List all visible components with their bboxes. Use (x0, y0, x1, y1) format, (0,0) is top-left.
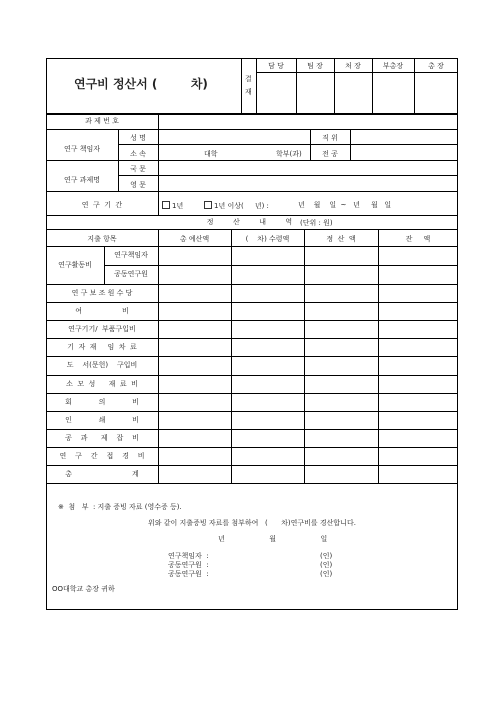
recipient: OO대학교 총장 귀하 (52, 585, 115, 593)
row-divider (46, 356, 458, 357)
row-divider (46, 338, 458, 339)
row-divider (46, 411, 458, 412)
unit-note: (단위 : 원) (300, 219, 333, 227)
period-option-1yr-label: 1년 (172, 202, 184, 210)
approval-role-president: 총 장 (428, 62, 444, 70)
checkbox-1yr[interactable] (162, 201, 170, 209)
approval-label-top: 결 (245, 75, 252, 83)
row-divider (46, 393, 458, 394)
pi-name-label: 성 명 (130, 134, 146, 142)
page-title: 연구비 정산서 ( 차) (74, 77, 208, 91)
activity-cost-label: 연구활동비 (58, 261, 92, 269)
col-header-balance: 잔 액 (405, 235, 431, 243)
project-title-label: 연구 과제명 (63, 176, 101, 184)
expense-item-label: 기 자 재 임 차 료 (67, 343, 137, 352)
pi-label: 연구 책임자 (63, 145, 101, 153)
row-divider (46, 465, 458, 466)
row-divider (46, 483, 458, 484)
approval-role-vice-president: 부총장 (382, 62, 404, 70)
expense-item-label: 도 서(문헌) 구입비 (66, 361, 138, 370)
signer-role-co1: 공동연구원 : (168, 561, 209, 569)
activity-sub-co-researcher: 공동연구원 (114, 270, 148, 278)
expense-item-label: 공 과 제 잡 비 (65, 433, 139, 442)
row-divider (46, 302, 458, 303)
signer-role-co2: 공동연구원 : (168, 570, 209, 578)
expense-item-label: 연구기기/ 부품구입비 (68, 325, 136, 334)
expense-item-label: 총 계 (65, 470, 139, 478)
period-option-1yr[interactable] (162, 201, 183, 211)
checkbox-multi-year[interactable] (204, 201, 212, 209)
date-line: 년 월 일 (218, 535, 328, 543)
pi-position-label: 직 위 (322, 134, 338, 142)
row-divider (46, 447, 458, 448)
declaration-text: 위와 같이 지출증빙 자료를 첨부하여 ( 차)연구비를 경산합니다. (148, 519, 356, 527)
expense-item-label: 여 비 (75, 307, 129, 316)
expense-item-label: 소 모 성 재 료 비 (66, 379, 138, 388)
expense-item-label: 인 쇄 비 (65, 415, 139, 424)
signer-role-pi: 연구책임자 : (168, 552, 209, 560)
activity-sub-pi: 연구책임자 (114, 251, 148, 259)
project-title-english-label: 영 문 (130, 181, 146, 189)
pi-department-field: 학부(과) (276, 150, 302, 158)
project-title-korean-label: 국 문 (130, 165, 146, 173)
col-header-total-budget: 총 예산액 (179, 235, 210, 243)
approval-role-staff: 담 당 (268, 62, 284, 70)
approval-role-team-lead: 팀 장 (307, 62, 323, 70)
period-date-range: 년 월 일 ~ 년 월 일 (298, 201, 392, 209)
row-divider (46, 320, 458, 321)
attachment-note: ※ 첨 부 : 지출 증빙 자료 (영수증 등). (58, 503, 182, 511)
approval-role-director: 처 장 (345, 62, 361, 70)
pi-major-label: 전 공 (322, 150, 338, 158)
col-header-received: ( 차) 수령액 (245, 235, 290, 243)
expense-item-label: 연 구 보 조 원 수 당 (71, 289, 133, 297)
col-header-settled: 정 산 액 (326, 235, 356, 243)
project-number-label: 과 제 번 호 (85, 117, 119, 125)
signer-seal-pi: (인) (320, 552, 333, 560)
expense-item-label: 회 의 비 (65, 397, 139, 406)
period-option-multi-label: 1년 이상( 년) : (214, 202, 269, 210)
row-divider (46, 429, 458, 430)
period-label: 연 구 기 간 (81, 201, 123, 209)
period-option-multi[interactable] (204, 201, 269, 211)
row-divider (46, 375, 458, 376)
pi-university-field: 대학 (204, 150, 218, 158)
settlement-section-title: 정 산 내 역 (206, 218, 298, 226)
col-header-expense-item: 지출 항목 (87, 235, 117, 243)
pi-affiliation-label: 소 속 (130, 150, 146, 158)
signer-seal-co1: (인) (320, 561, 333, 569)
approval-label-bottom: 재 (245, 88, 252, 96)
signer-seal-co2: (인) (320, 570, 333, 578)
expense-item-label: 연 구 간 접 경 비 (59, 451, 145, 460)
